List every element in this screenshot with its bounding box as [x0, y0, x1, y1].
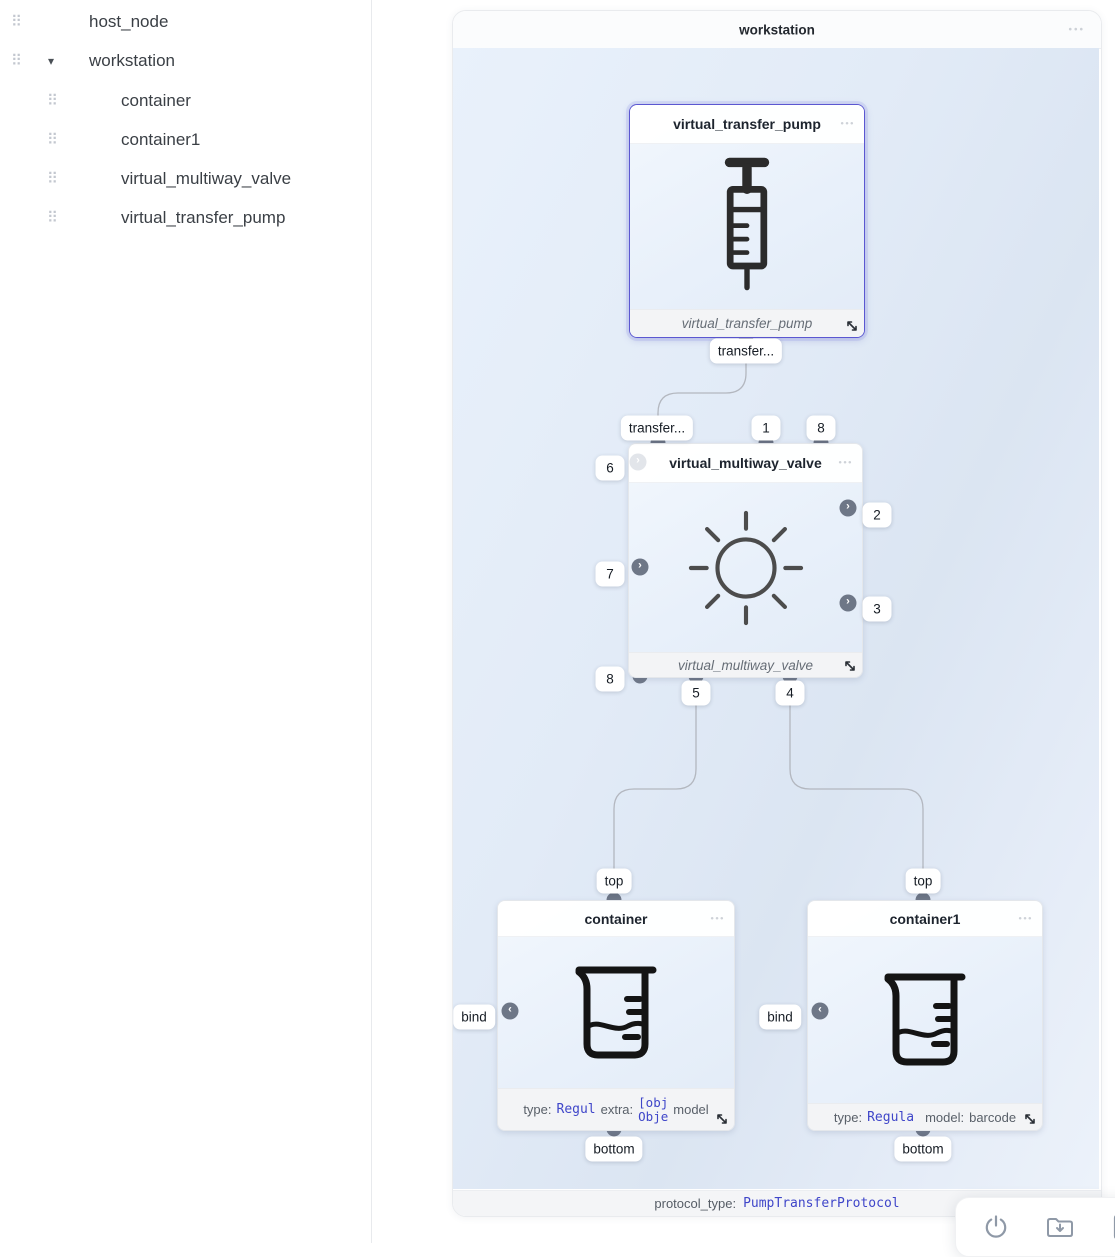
tree-item-label: virtual_transfer_pump	[121, 208, 286, 227]
drag-handle-icon[interactable]: ⠿	[47, 131, 58, 149]
node-title: container1	[889, 910, 961, 927]
resize-icon[interactable]	[1023, 1112, 1036, 1125]
tree-item-label: container	[121, 91, 191, 110]
port-label-valve-8-top: 8	[807, 416, 836, 441]
node-title: virtual_multiway_valve	[669, 455, 822, 471]
workstation-panel	[452, 10, 1102, 1217]
model-label: model	[673, 1102, 709, 1117]
node-footer	[498, 1088, 734, 1130]
protocol-type-label: protocol_type:	[654, 1196, 737, 1211]
node-title: container	[584, 910, 648, 927]
tree-item-container1[interactable]	[0, 125, 370, 155]
port-label-valve-8-bottom: 8	[596, 667, 625, 692]
drag-handle-icon[interactable]: ⠿	[11, 13, 22, 31]
node-body	[630, 144, 864, 309]
device-tree-sidebar	[0, 0, 372, 1243]
port-label-valve-2: 2	[863, 503, 892, 528]
export-button[interactable]	[1110, 1213, 1115, 1241]
type-label: type:	[523, 1102, 552, 1117]
port-label-valve-6: 6	[596, 456, 625, 481]
model-label: model:	[925, 1109, 965, 1125]
ellipsis-menu-icon[interactable]: •••	[1018, 913, 1033, 924]
load-button[interactable]	[1046, 1213, 1074, 1241]
node-header[interactable]	[629, 444, 862, 483]
node-header[interactable]	[808, 901, 1042, 937]
port-label-valve-1: 1	[752, 416, 781, 441]
folder-download-icon	[1046, 1215, 1074, 1239]
tree-item-container[interactable]	[0, 86, 370, 116]
node-title: virtual_transfer_pump	[673, 116, 821, 132]
port-handle-container1-bind[interactable]	[812, 1003, 829, 1020]
node-footer	[630, 309, 864, 337]
document-icon	[1111, 1214, 1115, 1240]
tree-item-label: virtual_multiway_valve	[121, 169, 292, 188]
multiway-valve-icon	[687, 509, 805, 627]
port-handle-valve-2[interactable]	[840, 500, 857, 517]
tree-item-virtual-transfer-pump[interactable]	[0, 203, 370, 233]
port-label-container1-top: top	[906, 869, 941, 894]
ellipsis-menu-icon[interactable]: •••	[710, 913, 725, 924]
node-body	[498, 937, 734, 1088]
chevron-right-icon: ›	[636, 454, 640, 467]
drag-handle-icon[interactable]: ⠿	[47, 170, 58, 188]
port-label-container-bind: bind	[453, 1005, 495, 1030]
chevron-right-icon: ›	[638, 559, 642, 572]
edge-valve4-to-container1-top	[790, 676, 923, 900]
port-label-container-top: top	[597, 869, 632, 894]
chevron-left-icon: ‹	[508, 1003, 512, 1016]
resize-icon[interactable]	[843, 659, 856, 672]
resize-icon[interactable]	[845, 319, 858, 332]
node-body	[629, 483, 862, 652]
port-label-valve-transfer: transfer...	[621, 416, 693, 441]
type-value: Regula	[867, 1109, 915, 1125]
node-header[interactable]	[630, 105, 864, 144]
node-container1[interactable]	[807, 900, 1043, 1131]
tree-item-label: container1	[121, 130, 201, 149]
canvas-action-toolbar	[955, 1197, 1115, 1257]
port-handle-valve-header[interactable]	[630, 454, 647, 471]
protocol-type-value: PumpTransferProtocol	[743, 1196, 900, 1211]
syringe-icon	[706, 153, 788, 301]
tree-item-label: workstation	[89, 51, 175, 70]
port-handle-valve-3[interactable]	[840, 595, 857, 612]
extra-value	[638, 1096, 668, 1124]
port-label-valve-5: 5	[682, 681, 711, 706]
power-button[interactable]	[982, 1213, 1010, 1241]
tree-item-label: host_node	[89, 12, 169, 31]
node-body	[808, 937, 1042, 1103]
port-label-valve-4: 4	[776, 681, 805, 706]
beaker-icon	[875, 970, 975, 1070]
flow-canvas[interactable]	[453, 48, 1099, 1189]
drag-handle-icon[interactable]: ⠿	[47, 209, 58, 227]
node-virtual-transfer-pump[interactable]	[629, 104, 865, 338]
node-container[interactable]	[497, 900, 735, 1131]
node-header[interactable]	[498, 901, 734, 937]
node-footer-label: virtual_multiway_valve	[677, 657, 814, 673]
caret-down-icon[interactable]: ▾	[48, 54, 55, 68]
chevron-right-icon: ›	[846, 595, 850, 608]
workstation-panel-header	[453, 11, 1101, 49]
node-virtual-multiway-valve[interactable]	[628, 443, 863, 678]
tree-item-virtual-multiway-valve[interactable]	[0, 164, 370, 194]
port-label-container-bottom: bottom	[585, 1137, 642, 1162]
drag-handle-icon[interactable]: ⠿	[47, 92, 58, 110]
beaker-icon	[566, 963, 666, 1063]
model-value: barcode	[969, 1109, 1017, 1125]
node-footer-label: virtual_transfer_pump	[681, 316, 813, 331]
extra-value-line2: Obje	[638, 1108, 669, 1124]
port-label-valve-7: 7	[596, 562, 625, 587]
port-handle-valve-7[interactable]	[632, 559, 649, 576]
resize-icon[interactable]	[715, 1112, 728, 1125]
type-label: type:	[833, 1109, 863, 1125]
port-handle-container-bind[interactable]	[502, 1003, 519, 1020]
chevron-right-icon: ›	[846, 500, 850, 513]
ellipsis-menu-icon[interactable]: •••	[1068, 24, 1085, 35]
extra-label: extra:	[600, 1102, 634, 1117]
edge-valve5-to-container-top	[614, 676, 696, 900]
port-label-container1-bottom: bottom	[894, 1137, 951, 1162]
port-label-container1-bind: bind	[759, 1005, 801, 1030]
port-label-pump-transfer: transfer...	[710, 339, 782, 364]
tree-item-workstation[interactable]	[0, 46, 370, 76]
drag-handle-icon[interactable]: ⠿	[11, 52, 22, 70]
workstation-title: workstation	[739, 22, 815, 37]
extra-value-line1: [obj	[638, 1094, 669, 1110]
power-icon	[983, 1214, 1009, 1240]
ellipsis-menu-icon[interactable]: •••	[840, 118, 855, 130]
port-label-valve-3: 3	[863, 597, 892, 622]
node-footer	[808, 1103, 1042, 1130]
tree-item-host-node[interactable]	[0, 7, 370, 37]
node-footer	[629, 652, 862, 677]
ellipsis-menu-icon[interactable]: •••	[838, 457, 853, 469]
type-value: Regul	[556, 1102, 596, 1117]
chevron-left-icon: ‹	[818, 1003, 822, 1016]
